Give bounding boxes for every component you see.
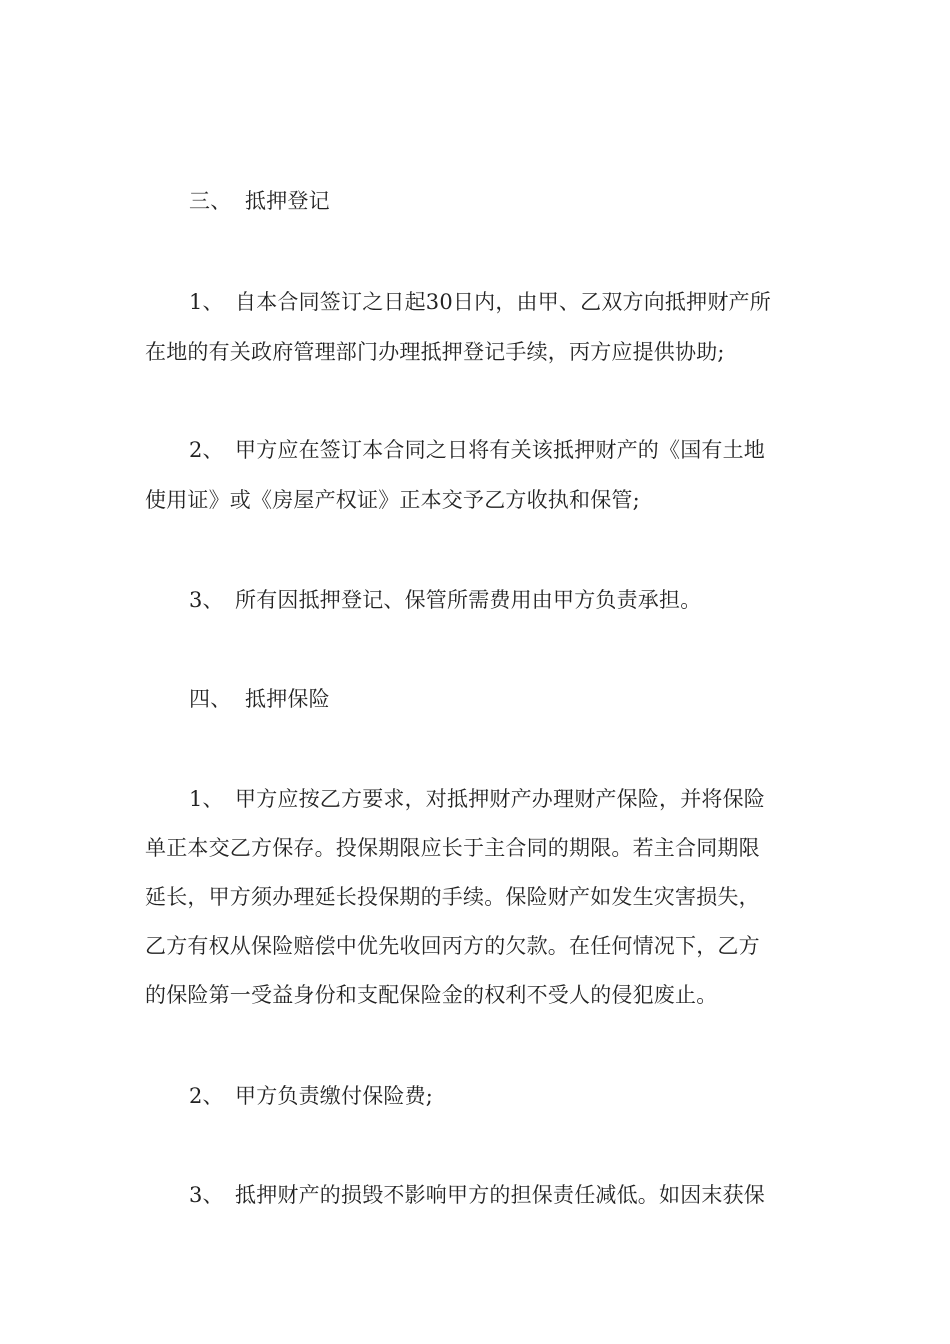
clause-number: 2、 [189, 438, 224, 462]
clause-line [189, 784, 849, 814]
clause-number: 3、 [189, 588, 224, 612]
clause-line: 乙方有权从保险赔偿中优先收回丙方的欠款。在任何情况下，乙方 [145, 934, 760, 958]
clause-line: 延长，甲方须办理延长投保期的手续。保险财产如发生灾害损失， [145, 885, 760, 909]
clause-line [189, 585, 849, 615]
section-number: 四、 [189, 687, 232, 711]
clause-line: 在地的有关政府管理部门办理抵押登记手续，丙方应提供协助; [145, 340, 725, 364]
clause-text: 抵押财产的损毁不影响甲方的担保责任减低。如因末获保 [235, 1183, 765, 1207]
clause-line [189, 435, 849, 465]
section-title: 抵押保险 [245, 687, 330, 711]
section-title: 抵押登记 [245, 189, 330, 213]
clause-line: 的保险第一受益身份和支配保险金的权利不受人的侵犯废止。 [145, 983, 718, 1007]
clause-number: 2、 [189, 1084, 224, 1108]
clause-number: 1、 [189, 787, 224, 811]
section-heading-mortgage-registration [189, 186, 849, 216]
clause-text: 甲方应按乙方要求，对抵押财产办理财产保险，并将保险 [235, 787, 765, 811]
clause-text: 甲方应在签订本合同之日将有关该抵押财产的《国有土地 [235, 438, 765, 462]
clause-line: 单正本交乙方保存。投保期限应长于主合同的期限。若主合同期限 [145, 836, 760, 860]
clause-text: 甲方负责缴付保险费; [235, 1084, 434, 1108]
clause-text: 自本合同签订之日起30日内，由甲、乙双方向抵押财产所 [235, 290, 771, 314]
clause-line [189, 287, 849, 317]
clause-text: 所有因抵押登记、保管所需费用由甲方负责承担。 [235, 588, 702, 612]
clause-line [189, 1081, 849, 1111]
clause-line: 使用证》或《房屋产权证》正本交予乙方收执和保管; [145, 488, 640, 512]
clause-number: 3、 [189, 1183, 224, 1207]
section-heading-mortgage-insurance [189, 684, 849, 714]
section-number: 三、 [189, 189, 232, 213]
clause-line [189, 1180, 849, 1210]
clause-number: 1、 [189, 290, 224, 314]
